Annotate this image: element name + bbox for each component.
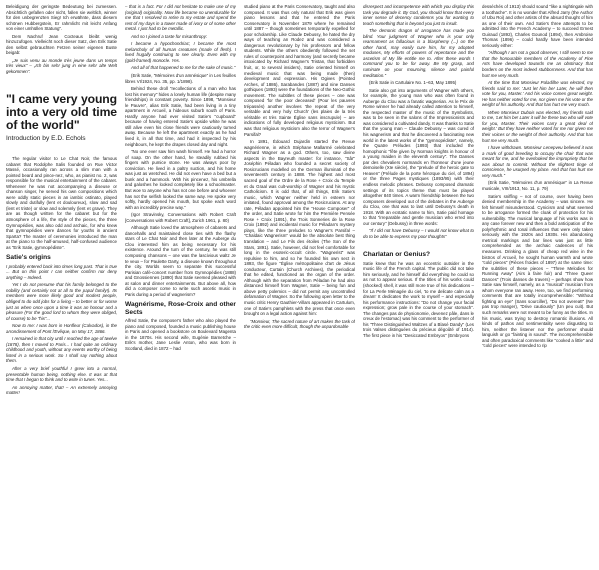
paragraph: desséchés of 1913) should sound "like a nightingale with a toothache". It is no wonder that Alfred Jarry (the Author of Ubu Roi) and other artists of the absurd thought of him as one of their own. And Satie's three attempts to be admitted into the French Academy – to succeed Ernest Guiraud (1892), Charles Gounod (1894), then Ambroise Thomas (1896) – could hardly have been intended seriously either: <box>482 4 593 48</box>
paragraph: Dem Nachruf Jean Cocteaus bleibt wenig hinzuzufügen. Vielleicht noch dieser Satz, den Erik Satie den selbst gebrauchten Fetzen seiner eigenen Buste beigab: <box>6 33 117 56</box>
paragraph: „Je suis venu au monde très jeune dans un temps très vieux" – „Ich bin sehr jung in eine sehr alte Welt gekommen". <box>6 57 117 75</box>
column-2 <box>125 4 236 570</box>
paragraph: And all of that happened to me for the sake of music." <box>131 65 236 71</box>
paragraph: Satie's sniffing – not of course, over having been denied membership in the Academy – was sincere. He felt himself misunderstood. Cynicism and what seemed to be arrogance formed the cloak of protection for his vulnerability. The musical language of his works was in any case forever new and then a bold anticipation of the polyrhythmic and tonal influences that were only taken seriously with the 1920s and 1930s. His abandoning metrical markings and bar lines was just as little comprehended as the archaic cadences of his measures. Drinking a glass of cheap red wine in the bistros of Arcueil, he sought human warmth and wrote "cold pieces" (Pièces froides of 1897) at the same time: the subtitles of these pieces – "Three Melodies for Running Away" (Airs à faire fuir) and "Three Queer Dances" (Trois danses de travers) – perhaps show how Satie saw himself, namely, as a "musical" musician from whom everyone ran away. Here, too, we find performing comments that are totally incomprehensible: "Without fighting an eye" (Sans sourciller), "Do not overeat!" (Ne pas trop manger), "Drive cautiously" (Un peu cuit). But such remarks were not meant to be funny as the titles. In his music, was trying to destroy romantic illusions. All kinds of pathos and sentimentality were disgusting to him, neither the listener nor the performer should languish or go "fainting in sound". The incomprehensible and often paradoxical comments like "cooked a little" and "cold pieces" were intended to rip <box>482 193 593 349</box>
citation: (Erik Satie in Cartulaire No. 1–63, May 1895) <box>369 80 457 86</box>
pull-quote <box>6 93 117 142</box>
section-heading: Satie's origins <box>6 254 51 262</box>
paragraph: After a very brief youthful I grew into a normal, presentable human being, nothing else. It was at that time that I began to think and to write in tunes. Yes... <box>6 365 117 383</box>
spacer <box>363 241 474 247</box>
paragraph: When Monsieur Dubois was elected, my friends said to me, 'Let him be! Later it will be these two who will vote for you, Master. Their voices carry a great deal of weight.' But they have neither voted for me nor given me their voices or the weight of their authority. And that has hurt me very much. <box>482 109 593 143</box>
paragraph: Beleidigung der geringste Bedeutung bei zumessen. Absichtlich gefallen oder nicht, fallen sie weltlich, winner für den unbegrenzten Sieg! Ich erwähnte, dass diesem schönen Hubbergstein, Er rahmlicht mit leicht Anfang von einer umhüllen Statung". <box>6 4 117 32</box>
section-heading: Wagnérisme, Rose-Croix and other Sects <box>125 301 236 316</box>
column-5 <box>482 4 593 570</box>
paragraph: "Monsieur, The sacred nature of art makes the task of the critic even more difficult, though the unpardonable <box>244 318 355 330</box>
paragraph: The regular visitor to Le Chat Noir, the famous cabaret that Rodolphe Salis founded on Rue Victor Massé, occasionally ran across a slim man with a pointed beard and pince-nez, who, as pianist no. 2, was responsible for the musical entertainment of the cabaret. Whenever he was not accompanying a diseuse or chanson singer, he served his own compositions which were oddly static pieces in an iambic ostinato, played slowly and dutifully (lent et douloureux), slow and sad (lent et triste) or slow and solemnly (lent et grave). They are as though written for the cabaret but for the atmosphere of a life, the style of the pieces, the three Gymnopédies, was also odd and archaic, for who knew that gymnopédies were dances for youths in ancient Sparta? The master of ceremonies introduced the man at the piano to the half-amused, half-confused audience as "Erik Satie, gymnopédiste". <box>6 155 117 250</box>
paragraph: I have withdrawn. Monsieur Lenepveu believed it was a mark of good breeding to occupy the chair that was meant for me, and he overlooked the impropriety that he was about to commit. Without the slightest tinge of conscience, he usurped my place. And that has hurt me very much." <box>482 145 593 178</box>
paragraph: – that is a fact. For I did not hesitate to make use of my (original) originality. Now life became so unendurable for me that I resolved to retire to my estate and spend the rest of my days in a tower made of ivory or of some other metal. I just had to be metallic. <box>125 4 236 32</box>
paragraph: "If I did not have Debussy – I would not know what to do to be able to express my poor thoughts" <box>363 228 474 239</box>
paragraph: disrespect and incompetence with which you display this task you degrade it. By God, you should know that every inner sense of decency condemns you for wanting to teach something that is beyond you just to insult. <box>363 4 474 26</box>
paragraph: In 1891, Édouard Dujardin started the Revue wagnérienne, in which Stéphane Mallarmé celebrated Richard Wagner as a god. Others, too, saw divine aspects in the Bayreuth master: for instance, "Sâr" Joséphin Péladan who founded a secret society of Rosicrucians modelled on the German illuminati of the seventeenth century in 1888. The highest and most sacred goal of the Ordre de la Rose + Croix du Temple et du Graal was cult-worship of Wagner and his mystic Catholicism. It is odd that, of all things, Erik Satie's music, which Wagner neither held in esteem nor imitated, found approval among the Rosicrucians. At any rate, Péladan appointed him the "House Composer" of the order, and Satie wrote for him the Première Pensée Rose + Croix (1891), the Trois Sonneries de la Rose Croix (1892) and incidental music for Péladan's mystery plays, like the three preludes to Wagner's Parsifal – "Chaldaic Wagnerism" would be the absolute best thing translation – and Le Fils des étoiles (The Son of the Stars, 1891). Satie, however, did not feel comfortable for long in the esoteric-occult circle. "Wagnerist" was repulsive to him, and so he founded his own sect in 1893, the figure "Église métropolitaine d'art de Jésus conducteur, Curtain (Church Archives), the periodical that he edited, functioned as the organ of the order. Although with the separation from Péladan he had also distanced himself from Wagner, Satie – being fun and above petty polemics – did not permit any uncontrolled defamation of Wagner. So the following open letter to the music critic Henry Gauthier-Villars appeared in Cartulum, one of Satie's pamphlets with the press that once even brought on a legal action against him: <box>244 139 355 317</box>
paragraph: Behind these droll "recollections of a man who has lost his memory" hides a lonely human life (despite many friendships) in constant poverty. Since 1898, "Monsieur le Pauvre", alias Erik Satie, had been living in a tiny apartment in Arcueil, a hideous suburb south of Paris. Hardly anyone had ever visited Satie's "cupboard" because of having entered Satie's upside white he was still alive even his close friends were cautiously turned away. Because he left the apartment exactly as he had lived it, in all that time, and had it inspected by his neighbours, he kept the drapes closed day and night. <box>125 86 236 147</box>
paragraph: Satie knew that he was an eccentric outsider in the music life of the French capital. The public did not take him seriously, and he himself did everything he could so as not to appear serious. If the titles of his works could (shocked) shell, it was still more true of his dedications – for La Perle Ménagée du ciel, 'to me delicate calm as a dream' It dedicates the work to myself – and especially his performance instructions: "Do not change your facial expression; grow pale in the course of your stomach". The changes pas de physionomie, devenez pâle, dans le creux de l'estomac) was his comment to the performer of his "Three Distinguished Waltzes of a Blasé Dandy" (Les trois Valses distinguées du précieux dégoûté of 1914). The first piece in his "Desiccated Embryos" (Embryons <box>363 260 474 338</box>
section-heading: Charlatan or Genius? <box>363 251 431 259</box>
paragraph: "No one ever saw him wash himself. He had a horror of soap. On the other hand, he steadily rubbed his fingers with pumice stone. He was always poor by conviction. He lived in a paltry suction, and his home was just as wretched. He did not even have a bed but a bunk and a hammock. With his pincenez, his umbrella and galoshes he looked completely like a schoolmaster. But woe to anyone who has not one before and whoever has not the selfish looked the same way. He spoke very softly, hardly opened his mouth, but spoke each word with an incredibly precise way." <box>125 149 236 210</box>
paragraph: An annoying matter, that! – An extremely annoying matter! <box>6 384 117 396</box>
paragraph: The demonic dragon of arrogance has made you blind. Your judgment of Wagner who is your only rearmament as fallacious is a blasphemy (...) on the other hand, may easily cure him, for my adopted moduses, My efforts of powers of repentance and the ascetism of My life entitle me to. After these words I command you to be for away. Be My grasp, and ruminate on your mourning, silence and painful meditation." <box>363 28 474 78</box>
paragraph: Yet I do not presume that his family belonged to the nobility (and certainly not at all to the papal family!). Its members were more likely good and modest people, obliged to do odd jobs for a living – to better or for worse just as when once upon a time it was an honour and a pleasure (For the good lord to whom they were obliged, of course) to be "his"... <box>6 282 117 321</box>
column-1 <box>6 4 117 570</box>
paragraph: "Although I am not a good observer, I still seem to me that the honourable members of the Academy of Fine Arts have developed towards me an obstinacy that borders on the most indeed stubbornness. And that has hurt me very much. <box>482 50 593 78</box>
citation: (Erik Satie, "Mémoires d'un amnésique" in Les feuilles libres VI/1924, No. 35, pp. 1/1898). <box>125 73 236 84</box>
pull-quote-author: Introduction by E.D. Echols <box>6 134 86 142</box>
paragraph: Alfred Satie, the composer's father who also played the piano and composed, founded a music publishing house in Paris and opened a bookstore on Boulevard Magenta in the 1870s. His second wife, Eugénie Barnetche – Erik's mother, Jane Leslie Anton, who was born in Scotland, died in 1872 – had <box>125 318 236 351</box>
column-4 <box>363 4 474 570</box>
paragraph: Satie also got into arguments of Wagner with others, for example, the young man who was often found in Auberge du Clou was a fanatic wagnerian. As le Prix de Rome winner he had already called attention to himself, the respected master of the music of the Symbolists, was to be seen in the salons of the Impressionists and was considered a cultivated dandy. It was thanks to Satie that the young man – Claude Debussy – was cured of his wagnerism and that he discovered a fascinating new world in the latest works of the "gymnopédiste", namely, the Quatre Préludes (1893) that included the homophonic "fête given by Norman knights in honour of a young maiden in the eleventh century". The Danses par des chevaliers normands en l'honneur d'une jeune demoiselle (XIe siècle), the "prelude of the heroic gate to Heaven" (Prélude de la porte héroïque du ciel, of 1894) or the three Pages mystiques (1893/95) with their endless melodic phrases. Debussy composed dramatic settings of its topics theme that must be played altogether 840 times. A warm friendship between the two composers developed out of the debates in the Auberge du Clou, one that was to last until Debussy's death in 1918. With an ecstatic name to him, Satie paid homage to that "irreparable and gentle musician who erred into our century" (Debussy) in three words: <box>363 87 474 226</box>
paragraph: I probably entered back into times long past. That is true ... But on this point I can neither confirm nor deny anything – Indeed. <box>6 263 117 280</box>
paragraph: At the time that Monsieur Paladilhe was elected, my friends said to me: 'Just let him be! Later, he will then vote for you, Master.' And his voice comes great weight. He has neither voted for me, nor given me his vote or the weight of his authority. And that has hurt me very much. <box>482 80 593 108</box>
paragraph: Now to me: I was born in Honfleur (Calvados), in the arrondissement of Pont l'Evêque, on May 17, 1866. <box>6 323 117 334</box>
paragraph: I became a hypochondriac; I became the most melancholy of all human creatures (made of flesh). I lived frugally continuing to see clearly. Even with my (gold-framed) monocle. Yes. <box>125 41 236 63</box>
column-3 <box>244 4 355 570</box>
citation: (Erik Satie, "Mémoires d'un amnésique" in La Revue musicale, VIII/1913, No. 11, p. 79) <box>482 180 593 191</box>
citation: (Igor Stravinsky, Conversations with Robert Craft [Conversations with Robert Craft], Zurich 1961, p. 80) <box>125 212 236 223</box>
paragraph: I remained in that city until I reached the age of twelve (1878), then I moved to Paris... I had quite an ordinary childhood and youth, without any events worthy of being listed in a serious work. So I shall say nothing about them. <box>6 336 117 364</box>
pull-quote-title: "I came very young into a very old time of the world" <box>6 91 117 132</box>
paragraph: Although Satie loved the atmosphere of cabarets and dancehalls and maintained close ties with the flashy stars of Le Chat Noir and then later at the Auberge du Clou interested him as being necessary for his existence. Around the turn of the century, he was still composing chansons – one was the lascivious waltz Je te veux – for Paulette Darty, a diseuse known throughout the city. Worlds seem to separate this successful Parisian café-concert number from Gymnopédies (1888) and Gnossiennes (1890) that Satie seemed pleased with at salon and dinner entertainments. But above all, how did a composer come to write such ascetic music in Paris during a period of wagnerism? <box>125 225 236 297</box>
paragraph: studied piano at the Paris Conservatory, taught and also composed. It was thus only natural that Erik was given piano lessons and that he entered the Paris Conservatory in November 1879 where he remained until 1887 – though sometimes temporarily expelled for poor scholarship. Like Claude Debussy, he hated the dry ways of teaching an Rodez and was considered a dangerous revolutionary by his professors and fellow students. While the others obediently followed the set rules of counterpoint and harmony (and secretly became intoxicated by Richard Wagner's Tristan, that forbidden fruit, or, to several insiders), Satie oriented himself on medieval music that was being made (then) development and expression. His Ogives (Pointed Arches, of 1886), Sarabandes (1887) and nine Danses gothiques (1893) were the foundations of the Neo-Gothic movement. The subtitles of these pieces – one was composed 'for the poor deceased' (Pour les pauvres trépassés) another involves 'the repeat of the very veritable and very holy Church' (les plaies de la très véritable et très Sainte Église sans inscrupule) – are indications of fully developed religious mysticism. But was that religious mysticism also the terror of Wagner's Parsifal? <box>244 4 355 137</box>
paragraph: And so I joined a taste for misanthropy: <box>131 33 208 39</box>
